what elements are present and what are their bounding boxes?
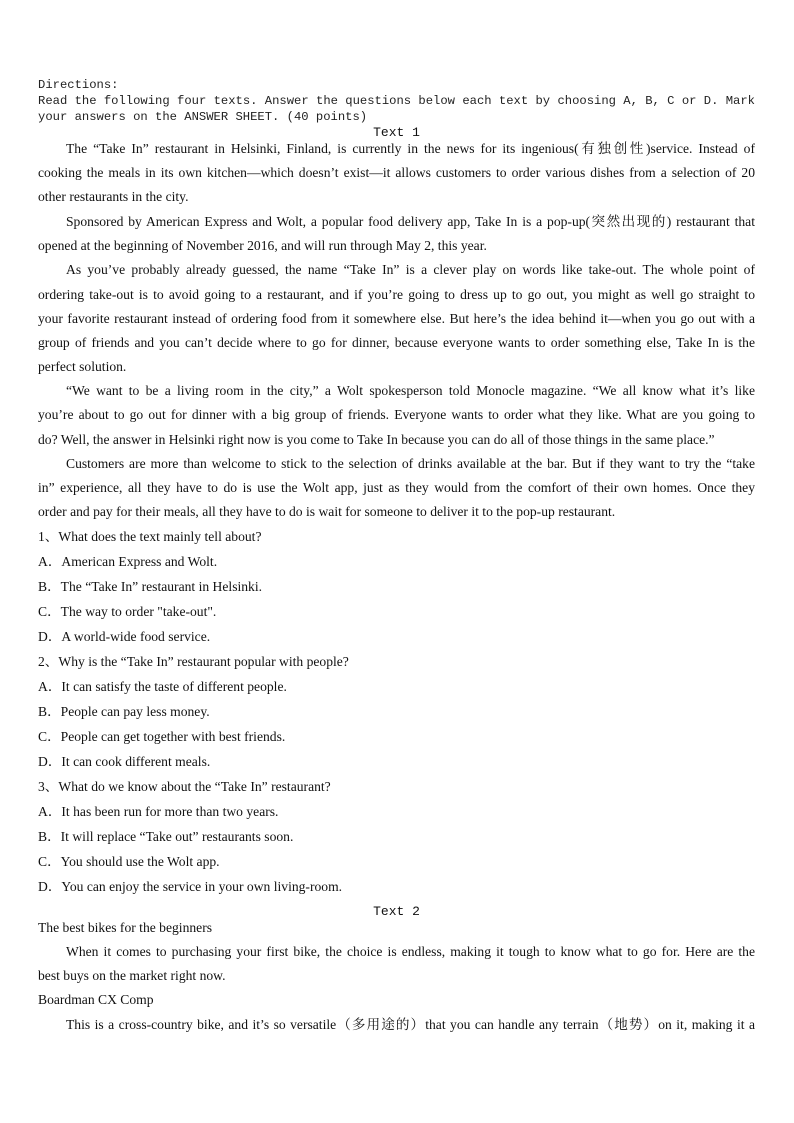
section-title: Text 2 xyxy=(373,904,420,919)
directions-text: your answers on the ANSWER SHEET. (40 points) xyxy=(38,110,368,124)
paragraph-line: your favorite restaurant instead of ordering food from it somewhere else. But here’s the idea behind it—when you go out with a xyxy=(38,311,755,326)
paragraph-line: best buys on the market right now. xyxy=(38,968,226,983)
answer-option: A．It has been run for more than two years. xyxy=(38,804,279,819)
paragraph-line: Customers are more than welcome to stick to the selection of drinks available at the bar. But if they want to try the “take xyxy=(66,456,755,471)
article-subtitle: The best bikes for the beginners xyxy=(38,920,213,935)
paragraph-line: Sponsored by American Express and Wolt, a popular food delivery app, Take In is a pop-up(突然出现的) restaurant that xyxy=(66,214,755,229)
paragraph-line: As you’ve probably already guessed, the name “Take In” is a clever play on words like take-out. The whole point of xyxy=(66,262,755,277)
question: 3、What do we know about the “Take In” restaurant? xyxy=(38,779,331,794)
paragraph-line: “We want to be a living room in the city,” a Wolt spokesperson told Monocle magazine. “We all know what it’s like xyxy=(66,383,755,398)
answer-option: A．It can satisfy the taste of different people. xyxy=(38,679,287,694)
answer-option: D．You can enjoy the service in your own living-room. xyxy=(38,879,343,894)
answer-option: C．The way to order "take-out". xyxy=(38,604,217,619)
question: 2、Why is the “Take In” restaurant popular with people? xyxy=(38,654,349,669)
answer-option: D．It can cook different meals. xyxy=(38,754,211,769)
paragraph-line: order and pay for their meals, all they have to do is wait for someone to deliver it to the pop-up restaurant. xyxy=(38,504,616,519)
paragraph-line: other restaurants in the city. xyxy=(38,189,189,204)
directions-label: Directions: xyxy=(38,78,119,92)
answer-option: A．American Express and Wolt. xyxy=(38,554,218,569)
paragraph-line: This is a cross-country bike, and it’s so versatile（多用途的）that you can handle any terrain（地势）on it, making it a xyxy=(66,1017,755,1032)
answer-option: B．It will replace “Take out” restaurants soon. xyxy=(38,829,294,844)
paragraph-line: When it comes to purchasing your first bike, the choice is endless, making it tough to know what to go for. Here are the xyxy=(66,944,755,959)
section-title: Text 1 xyxy=(373,125,420,140)
article-heading: Boardman CX Comp xyxy=(38,992,154,1007)
answer-option: D．A world-wide food service. xyxy=(38,629,211,644)
paragraph-line: perfect solution. xyxy=(38,359,127,374)
paragraph-line: in” experience, all they have to do is use the Wolt app, just as they would from the comfort of their own homes. Once they xyxy=(38,480,755,495)
answer-option: B．People can pay less money. xyxy=(38,704,210,719)
directions-text: Read the following four texts. Answer the questions below each text by choosing A, B, C or D. Mark xyxy=(38,94,755,108)
paragraph-line: The “Take In” restaurant in Helsinki, Finland, is currently in the news for its ingenious(有独创性)service. Instead of xyxy=(66,141,755,156)
paragraph-line: you’re about to go out for dinner with a big group of friends. Everyone wants to order what they like. What are you going to xyxy=(38,407,755,422)
answer-option: C．People can get together with best friends. xyxy=(38,729,286,744)
paragraph-line: cooking the meals in its own kitchen—which doesn’t exist—it allows customers to order various dishes from a selection of 20 xyxy=(38,165,755,180)
answer-option: C．You should use the Wolt app. xyxy=(38,854,220,869)
paragraph-line: ordering take-out is to avoid going to a restaurant, and if you’re going to dress up to go out, you might as well go straight to xyxy=(38,287,755,302)
question: 1、What does the text mainly tell about? xyxy=(38,529,262,544)
paragraph-line: do? Well, the answer in Helsinki right now is you come to Take In because you can do all of those things in the same place.” xyxy=(38,432,715,447)
paragraph-line: group of friends and you can’t decide where to go for dinner, because everyone wants to order something else, Take In is the xyxy=(38,335,755,350)
answer-option: B．The “Take In” restaurant in Helsinki. xyxy=(38,579,263,594)
paragraph-line: opened at the beginning of November 2016, and will run through May 2, this year. xyxy=(38,238,487,253)
